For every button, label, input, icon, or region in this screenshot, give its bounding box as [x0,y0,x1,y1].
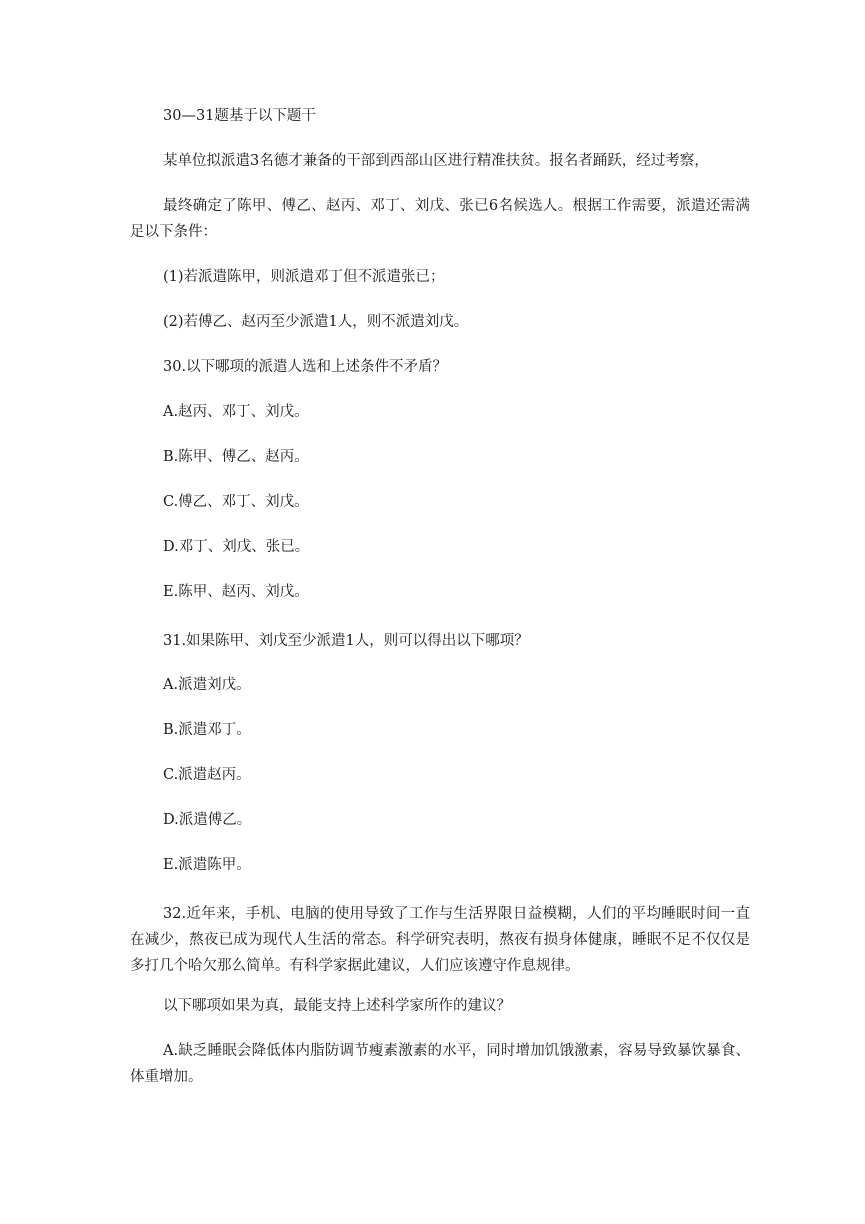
q31-option-d: D.派遣傅乙。 [163,812,252,828]
question-31: 31.如果陈甲、刘戊至少派遣1人，则可以得出以下哪项？ [163,633,529,649]
q30-option-e: E.陈甲、赵丙、刘戊。 [163,584,309,600]
q31-option-e: E.派遣陈甲。 [163,857,251,873]
condition-1: (1)若派遣陈甲，则派遣邓丁但不派遣张已； [163,269,445,285]
stem-paragraph-line-2: 最终确定了陈甲、傅乙、赵丙、邓丁、刘戊、张已6名候选人。根据工作需要，派遣还需满足以下条件： [130,198,750,240]
section-heading: 30—31题基于以下题干 [163,108,316,124]
q31-option-a: A.派遣刘戊。 [163,677,251,693]
q30-option-b: B.陈甲、傅乙、赵丙。 [163,449,309,465]
q30-option-a: A.赵丙、邓丁、刘戊。 [163,404,309,420]
q32-option-a: A.缺乏睡眠会降低体内脂防调节瘦素激素的水平，同时增加饥饿激素，容易导致暴饮暴食、体重增加。 [130,1043,750,1085]
question-30: 30.以下哪项的派遣人选和上述条件不矛盾？ [163,359,448,375]
stem-paragraph-line-1: 某单位拟派遣3名德才兼备的干部到西部山区进行精准扶贫。报名者踊跃，经过考察， [163,153,709,169]
q31-option-b: B.派遣邓丁。 [163,722,251,738]
question-32-prompt: 以下哪项如果为真，最能支持上述科学家所作的建议？ [163,998,511,1014]
question-32: 32.近年来，手机、电脑的使用导致了工作与生活界限日益模糊，人们的平均睡眠时间一直在减少，熬夜已成为现代人生活的常态。科学研究表明，熬夜有损身体健康，睡眠不足不仅仅是多打几个哈欠那么简单。有科学家据此建议，人们应该遵守作息规律。 [130,906,750,974]
q30-option-c: C.傅乙、邓丁、刘戊。 [163,494,309,510]
q31-option-c: C.派遣赵丙。 [163,767,251,783]
condition-2: (2)若傅乙、赵丙至少派遣1人，则不派遣刘戊。 [163,314,469,330]
q30-option-d: D.邓丁、刘戊、张已。 [163,539,310,555]
